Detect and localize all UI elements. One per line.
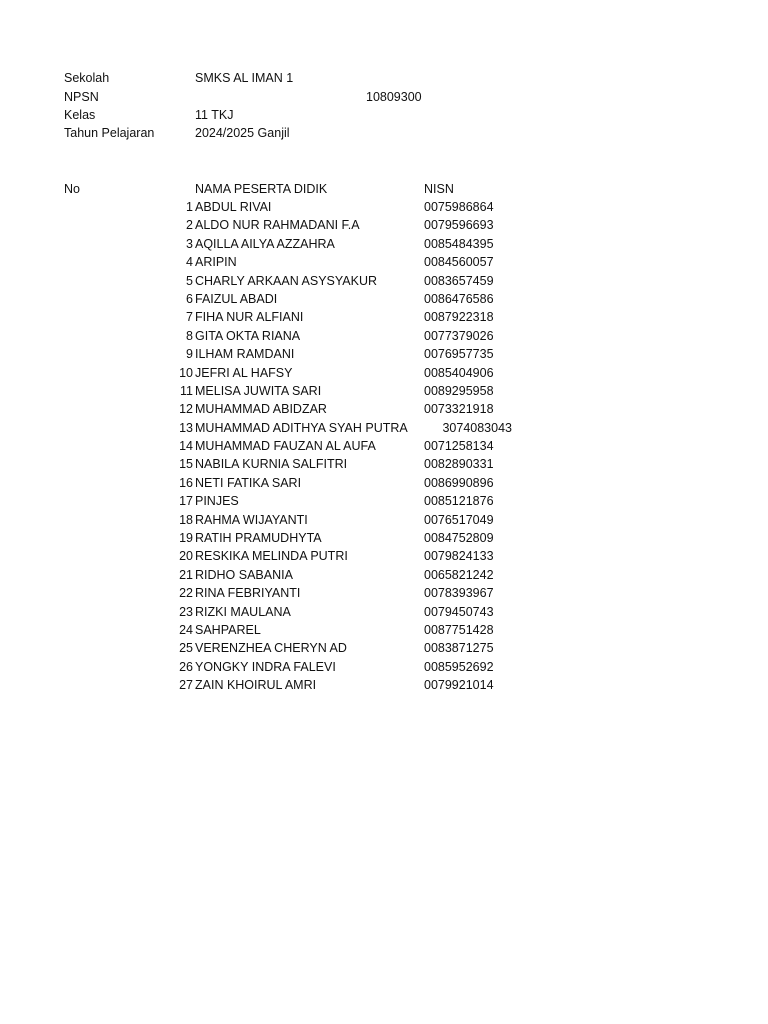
sekolah-value: SMKS AL IMAN 1 <box>195 71 294 85</box>
student-name: RIZKI MAULANA <box>195 604 291 619</box>
row-number: 22 <box>179 586 193 601</box>
row-number: 24 <box>179 622 193 637</box>
column-header-nisn: NISN <box>424 182 454 196</box>
row-number: 13 <box>179 420 193 435</box>
student-nisn: 0084752809 <box>424 531 494 546</box>
student-nisn: 0083657459 <box>424 273 494 288</box>
row-number: 5 <box>186 273 193 288</box>
student-nisn: 3074083043 <box>442 420 512 435</box>
row-number: 20 <box>179 549 193 564</box>
row-number: 17 <box>179 494 193 509</box>
student-nisn: 0077379026 <box>424 328 494 343</box>
table-row <box>0 272 768 290</box>
table-header <box>0 180 768 198</box>
kelas-label: Kelas <box>64 108 96 122</box>
student-nisn: 0086990896 <box>424 475 494 490</box>
info-row-kelas <box>0 106 768 124</box>
sekolah-label: Sekolah <box>64 71 110 85</box>
row-number: 19 <box>179 531 193 546</box>
student-nisn: 0079824133 <box>424 549 494 564</box>
row-number: 18 <box>179 512 193 527</box>
row-number: 6 <box>186 291 193 306</box>
row-number: 10 <box>179 365 193 380</box>
row-number: 21 <box>179 567 193 582</box>
student-nisn: 0085404906 <box>424 365 494 380</box>
table-row <box>0 364 768 382</box>
student-name: ABDUL RIVAI <box>195 200 272 214</box>
row-number: 25 <box>179 641 193 656</box>
table-row <box>0 621 768 639</box>
row-number: 26 <box>179 659 193 674</box>
student-nisn: 0082890331 <box>424 457 494 472</box>
student-name: MUHAMMAD ABIDZAR <box>195 402 327 417</box>
row-number: 23 <box>179 604 193 619</box>
row-number: 9 <box>186 347 193 362</box>
table-row <box>0 676 768 694</box>
student-name: FIHA NUR ALFIANI <box>195 310 304 325</box>
table-row <box>0 455 768 473</box>
student-name: GITA OKTA RIANA <box>195 328 301 343</box>
table-row <box>0 419 768 437</box>
student-name: ZAIN KHOIRUL AMRI <box>195 678 317 693</box>
student-name: SAHPAREL <box>195 622 261 637</box>
student-name: RAHMA WIJAYANTI <box>195 512 308 527</box>
row-number: 2 <box>186 218 193 233</box>
student-name: ARIPIN <box>195 255 237 270</box>
table-row <box>0 437 768 455</box>
student-name: RATIH PRAMUDHYTA <box>195 531 322 546</box>
row-number: 4 <box>186 255 193 270</box>
student-name: CHARLY ARKAAN ASYSYAKUR <box>195 273 378 288</box>
row-number: 8 <box>186 328 193 343</box>
info-row-tahun <box>0 124 768 142</box>
table-row <box>0 474 768 492</box>
column-header-no: No <box>64 182 80 196</box>
student-nisn: 0079921014 <box>424 678 494 693</box>
table-row <box>0 658 768 676</box>
table-row <box>0 216 768 234</box>
student-name: PINJES <box>195 494 239 509</box>
student-nisn: 0083871275 <box>424 641 494 656</box>
student-name: YONGKY INDRA FALEVI <box>195 659 336 674</box>
table-row <box>0 639 768 657</box>
student-nisn: 0079596693 <box>424 218 494 233</box>
row-number: 3 <box>186 236 193 251</box>
tahun-pelajaran-label: Tahun Pelajaran <box>64 126 155 140</box>
student-nisn: 0086476586 <box>424 291 494 306</box>
table-row <box>0 400 768 418</box>
table-row <box>0 584 768 602</box>
table-row <box>0 235 768 253</box>
info-row-npsn <box>0 88 768 106</box>
table-row <box>0 529 768 547</box>
row-number: 1 <box>186 200 193 214</box>
student-name: ILHAM RAMDANI <box>195 347 295 362</box>
row-number: 15 <box>179 457 193 472</box>
row-number: 12 <box>179 402 193 417</box>
student-name: RESKIKA MELINDA PUTRI <box>195 549 348 564</box>
student-nisn: 0078393967 <box>424 586 494 601</box>
student-name: VERENZHEA CHERYN AD <box>195 641 347 656</box>
student-name: ALDO NUR RAHMADANI F.A <box>195 218 360 233</box>
student-nisn: 0084560057 <box>424 255 494 270</box>
table-row <box>0 511 768 529</box>
row-number: 7 <box>186 310 193 325</box>
row-number: 14 <box>179 439 193 454</box>
student-nisn: 0065821242 <box>424 567 494 582</box>
table-row <box>0 547 768 565</box>
student-name: AQILLA AILYA AZZAHRA <box>195 236 335 251</box>
table-row <box>0 198 768 216</box>
npsn-label: NPSN <box>64 90 99 104</box>
student-nisn: 0076517049 <box>424 512 494 527</box>
student-name: NABILA KURNIA SALFITRI <box>195 457 348 472</box>
table-row <box>0 382 768 400</box>
student-nisn: 0085121876 <box>424 494 494 509</box>
table-row <box>0 253 768 271</box>
row-number: 27 <box>179 678 193 693</box>
table-row <box>0 603 768 621</box>
student-name: RINA FEBRIYANTI <box>195 586 301 601</box>
student-nisn: 0089295958 <box>424 383 494 398</box>
tahun-pelajaran-value: 2024/2025 Ganjil <box>195 126 290 140</box>
student-nisn: 0087751428 <box>424 622 494 637</box>
table-row <box>0 345 768 363</box>
info-row-sekolah <box>0 69 768 87</box>
row-number: 16 <box>179 475 193 490</box>
student-nisn: 0073321918 <box>424 402 494 417</box>
student-name: JEFRI AL HAFSY <box>195 365 293 380</box>
npsn-value: 10809300 <box>366 90 422 104</box>
student-name: MUHAMMAD ADITHYA SYAH PUTRA <box>195 420 408 435</box>
student-nisn: 0087922318 <box>424 310 494 325</box>
column-header-name: NAMA PESERTA DIDIK <box>195 182 328 196</box>
student-nisn: 0071258134 <box>424 439 494 454</box>
table-row <box>0 566 768 584</box>
student-name: MELISA JUWITA SARI <box>195 383 322 398</box>
student-nisn: 0085484395 <box>424 236 494 251</box>
table-row <box>0 290 768 308</box>
student-name: NETI FATIKA SARI <box>195 475 302 490</box>
kelas-value: 11 TKJ <box>195 108 234 122</box>
row-number: 11 <box>180 383 193 398</box>
student-name: MUHAMMAD FAUZAN AL AUFA <box>195 439 376 454</box>
student-nisn: 0079450743 <box>424 604 494 619</box>
student-nisn: 0075986864 <box>424 200 494 214</box>
student-name: FAIZUL ABADI <box>195 291 278 306</box>
table-row <box>0 492 768 510</box>
student-name: RIDHO SABANIA <box>195 567 293 582</box>
student-table-body <box>0 198 768 695</box>
table-row <box>0 327 768 345</box>
student-nisn: 0085952692 <box>424 659 494 674</box>
table-row <box>0 308 768 326</box>
student-nisn: 0076957735 <box>424 347 494 362</box>
